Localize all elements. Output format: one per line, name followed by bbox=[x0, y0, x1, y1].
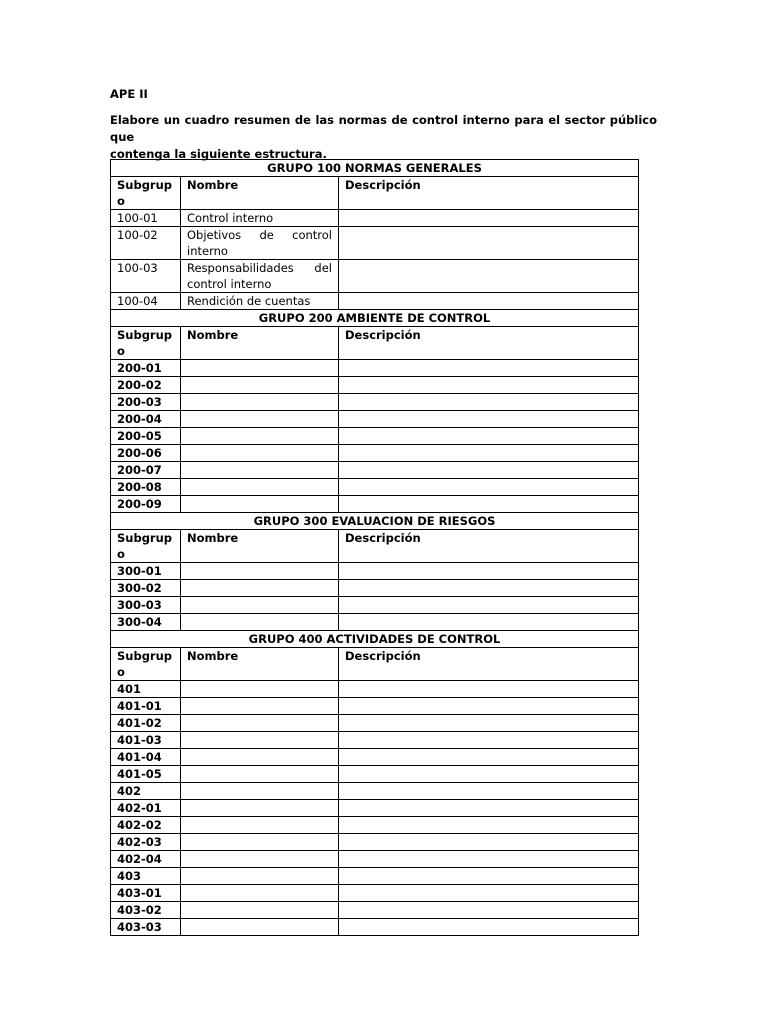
subgroup-code-cell: 200-03 bbox=[111, 394, 181, 411]
group-title: GRUPO 100 NORMAS GENERALES bbox=[111, 160, 639, 177]
description-cell[interactable] bbox=[339, 496, 639, 513]
name-cell[interactable] bbox=[181, 479, 339, 496]
subgroup-code-cell: 403-02 bbox=[111, 902, 181, 919]
table-row bbox=[111, 563, 639, 580]
name-cell[interactable] bbox=[181, 919, 339, 936]
subgroup-code-cell: 401-04 bbox=[111, 749, 181, 766]
table-row bbox=[111, 462, 639, 479]
group-title: GRUPO 400 ACTIVIDADES DE CONTROL bbox=[111, 631, 639, 648]
table-row bbox=[111, 210, 639, 227]
group-title-row bbox=[111, 631, 639, 648]
subgroup-code-cell: 401-01 bbox=[111, 698, 181, 715]
description-header: Descripción bbox=[339, 177, 639, 210]
table-row bbox=[111, 834, 639, 851]
subgroup-header bbox=[111, 530, 181, 563]
name-cell[interactable] bbox=[181, 394, 339, 411]
subgroup-header-line-2: o bbox=[117, 344, 125, 358]
table-row bbox=[111, 919, 639, 936]
subgroup-header-line-2: o bbox=[117, 194, 125, 208]
description-cell[interactable] bbox=[339, 902, 639, 919]
name-header: Nombre bbox=[181, 177, 339, 210]
name-cell[interactable] bbox=[181, 851, 339, 868]
subgroup-header bbox=[111, 177, 181, 210]
name-cell[interactable] bbox=[181, 614, 339, 631]
description-cell[interactable] bbox=[339, 681, 639, 698]
table-row bbox=[111, 902, 639, 919]
description-cell[interactable] bbox=[339, 800, 639, 817]
subgroup-code-cell: 100-04 bbox=[111, 293, 181, 310]
name-cell[interactable] bbox=[181, 496, 339, 513]
column-header-row bbox=[111, 327, 639, 360]
subgroup-header-line-2: o bbox=[117, 547, 125, 561]
name-cell[interactable] bbox=[181, 868, 339, 885]
subgroup-code-cell: 200-05 bbox=[111, 428, 181, 445]
group-title-row bbox=[111, 310, 639, 327]
table-row bbox=[111, 597, 639, 614]
table-row bbox=[111, 868, 639, 885]
table-row bbox=[111, 681, 639, 698]
subgroup-code-cell: 403 bbox=[111, 868, 181, 885]
subgroup-header-line-1: Subgrup bbox=[117, 531, 173, 545]
description-cell[interactable] bbox=[339, 563, 639, 580]
table-row bbox=[111, 360, 639, 377]
table-row bbox=[111, 817, 639, 834]
table-row bbox=[111, 851, 639, 868]
subgroup-code-cell: 200-02 bbox=[111, 377, 181, 394]
name-header: Nombre bbox=[181, 327, 339, 360]
subgroup-code-cell: 200-09 bbox=[111, 496, 181, 513]
table-row bbox=[111, 428, 639, 445]
subgroup-code-cell: 402-02 bbox=[111, 817, 181, 834]
name-cell[interactable] bbox=[181, 681, 339, 698]
subgroup-code-cell: 300-02 bbox=[111, 580, 181, 597]
description-header: Descripción bbox=[339, 530, 639, 563]
table-row bbox=[111, 293, 639, 310]
group-title: GRUPO 200 AMBIENTE DE CONTROL bbox=[111, 310, 639, 327]
subgroup-code-cell: 200-04 bbox=[111, 411, 181, 428]
name-cell[interactable] bbox=[181, 563, 339, 580]
description-cell[interactable] bbox=[339, 868, 639, 885]
subgroup-code-cell: 402-04 bbox=[111, 851, 181, 868]
description-cell[interactable] bbox=[339, 462, 639, 479]
subgroup-code-cell: 403-01 bbox=[111, 885, 181, 902]
table-row bbox=[111, 885, 639, 902]
description-header: Descripción bbox=[339, 648, 639, 681]
subgroup-code-cell: 300-04 bbox=[111, 614, 181, 631]
description-header: Descripción bbox=[339, 327, 639, 360]
description-cell[interactable] bbox=[339, 749, 639, 766]
description-cell[interactable] bbox=[339, 766, 639, 783]
description-cell[interactable] bbox=[339, 394, 639, 411]
name-cell[interactable] bbox=[181, 715, 339, 732]
description-cell[interactable] bbox=[339, 580, 639, 597]
name-cell[interactable] bbox=[181, 597, 339, 614]
subgroup-code-cell: 402-01 bbox=[111, 800, 181, 817]
document-title: APE II bbox=[110, 87, 148, 101]
description-cell[interactable] bbox=[339, 210, 639, 227]
name-cell[interactable] bbox=[181, 732, 339, 749]
subgroup-code-cell: 100-03 bbox=[111, 260, 181, 293]
table-row bbox=[111, 580, 639, 597]
description-cell[interactable] bbox=[339, 715, 639, 732]
name-cell[interactable] bbox=[181, 800, 339, 817]
description-cell[interactable] bbox=[339, 293, 639, 310]
description-cell[interactable] bbox=[339, 445, 639, 462]
table-row bbox=[111, 479, 639, 496]
column-header-row bbox=[111, 648, 639, 681]
description-cell[interactable] bbox=[339, 411, 639, 428]
name-cell[interactable] bbox=[181, 698, 339, 715]
name-cell[interactable] bbox=[181, 834, 339, 851]
name-cell[interactable] bbox=[181, 817, 339, 834]
subgroup-header-line-1: Subgrup bbox=[117, 178, 173, 192]
subgroup-code-cell: 401-03 bbox=[111, 732, 181, 749]
subgroup-code-cell: 200-06 bbox=[111, 445, 181, 462]
name-header: Nombre bbox=[181, 530, 339, 563]
subgroup-code-cell: 200-08 bbox=[111, 479, 181, 496]
subgroup-code-cell: 403-03 bbox=[111, 919, 181, 936]
instructions-line-1: Elabore un cuadro resumen de las normas de control interno para el sector público que bbox=[110, 113, 657, 144]
subgroup-code-cell: 300-03 bbox=[111, 597, 181, 614]
group-title-row bbox=[111, 513, 639, 530]
description-cell[interactable] bbox=[339, 479, 639, 496]
subgroup-header-line-1: Subgrup bbox=[117, 328, 173, 342]
name-header: Nombre bbox=[181, 648, 339, 681]
subgroup-code-cell: 401-05 bbox=[111, 766, 181, 783]
name-cell[interactable] bbox=[181, 749, 339, 766]
subgroup-code-cell: 402-03 bbox=[111, 834, 181, 851]
description-cell[interactable] bbox=[339, 377, 639, 394]
table-row bbox=[111, 445, 639, 462]
subgroup-header-line-1: Subgrup bbox=[117, 649, 173, 663]
name-cell[interactable] bbox=[181, 411, 339, 428]
name-cell[interactable]: Objetivos de control interno bbox=[181, 227, 339, 260]
table-row bbox=[111, 800, 639, 817]
subgroup-header-line-2: o bbox=[117, 665, 125, 679]
subgroup-code-cell: 401 bbox=[111, 681, 181, 698]
description-cell[interactable] bbox=[339, 360, 639, 377]
description-cell[interactable] bbox=[339, 885, 639, 902]
subgroup-code-cell: 200-01 bbox=[111, 360, 181, 377]
table-row bbox=[111, 394, 639, 411]
table-row bbox=[111, 377, 639, 394]
description-cell[interactable] bbox=[339, 919, 639, 936]
column-header-row bbox=[111, 530, 639, 563]
name-cell[interactable] bbox=[181, 360, 339, 377]
name-cell[interactable] bbox=[181, 377, 339, 394]
name-cell[interactable] bbox=[181, 445, 339, 462]
subgroup-code-cell: 401-02 bbox=[111, 715, 181, 732]
name-cell[interactable] bbox=[181, 428, 339, 445]
table-row bbox=[111, 227, 639, 260]
table-row bbox=[111, 715, 639, 732]
column-header-row bbox=[111, 177, 639, 210]
group-title-row bbox=[111, 160, 639, 177]
subgroup-code-cell: 100-02 bbox=[111, 227, 181, 260]
table-row bbox=[111, 496, 639, 513]
subgroup-code-cell: 200-07 bbox=[111, 462, 181, 479]
description-cell[interactable] bbox=[339, 428, 639, 445]
name-cell[interactable]: Control interno bbox=[181, 210, 339, 227]
description-cell[interactable] bbox=[339, 227, 639, 260]
subgroup-header bbox=[111, 327, 181, 360]
table-row bbox=[111, 766, 639, 783]
description-cell[interactable] bbox=[339, 614, 639, 631]
table-row bbox=[111, 614, 639, 631]
instructions-line-2: contenga la siguiente estructura. bbox=[110, 147, 327, 161]
table-row bbox=[111, 260, 639, 293]
subgroup-code-cell: 300-01 bbox=[111, 563, 181, 580]
name-cell[interactable]: Responsabilidades del control interno bbox=[181, 260, 339, 293]
name-cell[interactable] bbox=[181, 902, 339, 919]
description-cell[interactable] bbox=[339, 732, 639, 749]
description-cell[interactable] bbox=[339, 851, 639, 868]
summary-table bbox=[110, 159, 639, 936]
name-cell[interactable]: Rendición de cuentas bbox=[181, 293, 339, 310]
instructions-paragraph bbox=[110, 112, 657, 163]
table-row bbox=[111, 698, 639, 715]
name-cell[interactable] bbox=[181, 885, 339, 902]
description-cell[interactable] bbox=[339, 817, 639, 834]
name-cell[interactable] bbox=[181, 462, 339, 479]
name-cell[interactable] bbox=[181, 580, 339, 597]
description-cell[interactable] bbox=[339, 260, 639, 293]
subgroup-code-cell: 402 bbox=[111, 783, 181, 800]
table-row bbox=[111, 783, 639, 800]
table-row bbox=[111, 749, 639, 766]
name-cell[interactable] bbox=[181, 766, 339, 783]
name-cell[interactable] bbox=[181, 783, 339, 800]
subgroup-code-cell: 100-01 bbox=[111, 210, 181, 227]
table-row bbox=[111, 732, 639, 749]
table-row bbox=[111, 411, 639, 428]
description-cell[interactable] bbox=[339, 783, 639, 800]
summary-table-body bbox=[111, 160, 639, 936]
group-title: GRUPO 300 EVALUACION DE RIESGOS bbox=[111, 513, 639, 530]
subgroup-header bbox=[111, 648, 181, 681]
description-cell[interactable] bbox=[339, 698, 639, 715]
description-cell[interactable] bbox=[339, 597, 639, 614]
description-cell[interactable] bbox=[339, 834, 639, 851]
